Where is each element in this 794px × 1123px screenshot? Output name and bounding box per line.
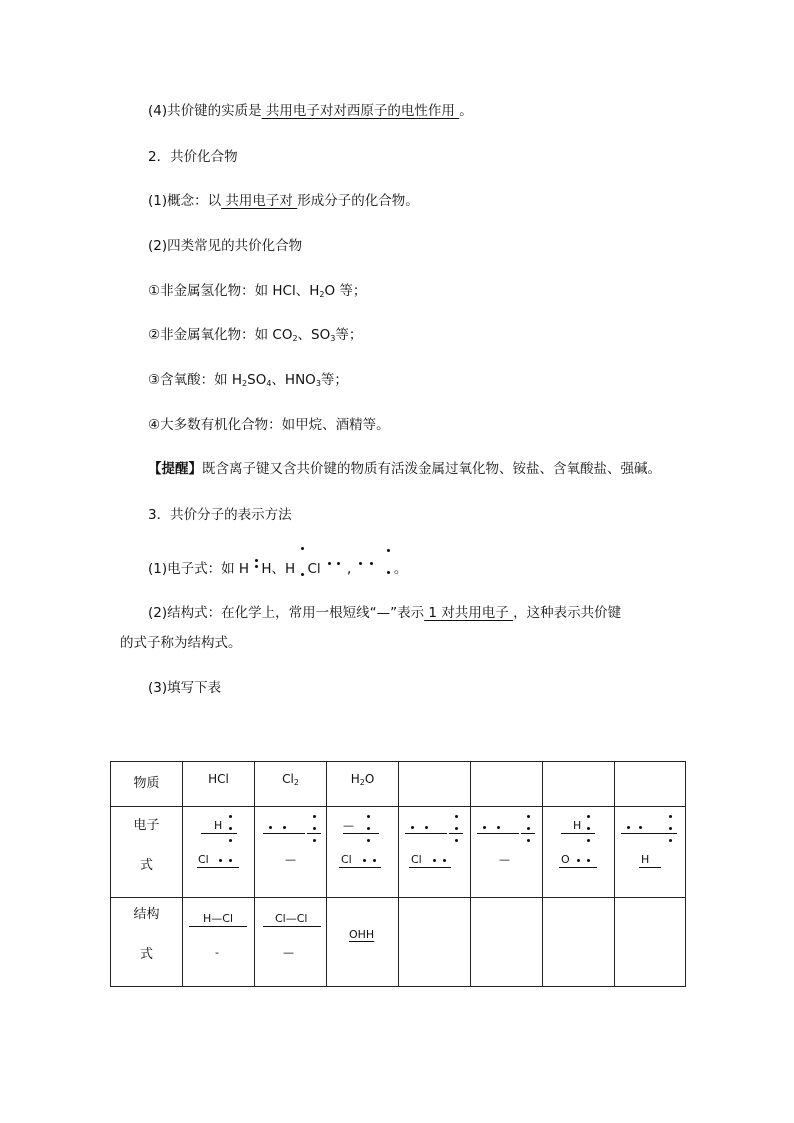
dot <box>527 815 530 818</box>
underline <box>621 833 663 834</box>
electron-formula-prefix: (1)电子式：如 H <box>148 561 250 577</box>
substance-sub: 2 <box>359 778 365 787</box>
point-4-prefix: (4)共价键的实质是 <box>148 103 262 119</box>
substance-cell-empty <box>543 762 615 807</box>
structural-formula-answer: 1 对共用电子 <box>424 605 514 621</box>
substance-hcl <box>183 772 254 786</box>
dot <box>527 839 530 842</box>
dot <box>627 826 630 829</box>
item-3-sub-2: 4 <box>266 379 272 388</box>
vertical-dots <box>299 553 307 573</box>
atom-label: — <box>343 819 354 832</box>
structural-cell-empty <box>615 898 686 987</box>
substance-cell-empty <box>615 762 686 807</box>
dot <box>455 839 458 842</box>
dot <box>587 815 590 818</box>
structural-cell-empty <box>471 898 543 987</box>
tip-text: 既含离子键又含共价键的物质有活泼金属过氧化物、铵盐、含氧酸盐、强碱。 <box>202 461 661 477</box>
substance-name: HCl <box>208 772 229 786</box>
dot <box>370 562 373 565</box>
dot <box>359 562 362 565</box>
underline <box>477 833 519 834</box>
item-3-text-b: SO <box>247 372 267 388</box>
dot <box>587 859 590 862</box>
structural-formula-prefix: (2)结构式：在化学上，常用一根短线“—”表示 <box>148 605 425 621</box>
dot <box>337 562 340 565</box>
substance-cell-empty <box>471 762 543 807</box>
underline <box>449 833 463 834</box>
structural-formula: OHH <box>349 928 375 941</box>
dot <box>425 826 428 829</box>
atom-label: — <box>285 853 296 866</box>
item-1-text-a: ①非金属氢化物：如 HCl、H <box>148 283 320 299</box>
point-4-suffix: 。 <box>459 103 473 119</box>
underline <box>201 833 237 834</box>
section-2-1-suffix: 形成分子的化合物。 <box>297 193 419 209</box>
table-row <box>111 807 686 898</box>
item-2-line <box>148 325 362 349</box>
electron-cell <box>255 807 327 898</box>
dot <box>229 839 232 842</box>
dot <box>269 826 272 829</box>
header-cell <box>111 898 183 987</box>
atom-label: H <box>214 819 223 832</box>
point-4-answer: 共用电子对对西原子的电性作用 <box>261 103 460 119</box>
substance-cl2 <box>255 772 326 787</box>
substance-cell-empty <box>399 762 471 807</box>
substance-name: Cl <box>282 772 294 786</box>
tip-line <box>148 459 661 479</box>
table-row <box>111 898 686 987</box>
point-4-line <box>148 101 473 121</box>
electron-cell <box>543 807 615 898</box>
dot <box>497 826 500 829</box>
substance-cell <box>183 762 255 807</box>
underline <box>343 833 379 834</box>
atom-label: O <box>561 853 570 866</box>
electron-cell <box>327 807 399 898</box>
electron-cell <box>183 807 255 898</box>
dot <box>669 827 672 830</box>
structural-formula-tail: — <box>283 946 294 959</box>
substance-sub: 2 <box>293 778 299 787</box>
item-2-text-a: ②非金属氧化物：如 CO <box>148 327 293 343</box>
structural-formula-cont: 的式子称为结构式。 <box>120 635 242 651</box>
item-2-sub-1: 2 <box>292 334 298 343</box>
atom-label: H <box>641 853 650 866</box>
dot <box>313 815 316 818</box>
underline <box>307 833 321 834</box>
item-4-line: ④大多数有机化合物：如甲烷、酒精等。 <box>148 417 390 433</box>
electron-formula-mid-2: Cl <box>307 561 321 577</box>
substance-cell <box>255 762 327 807</box>
section-2-2-line: (2)四类常见的共价化合物 <box>148 238 303 254</box>
dot <box>455 827 458 830</box>
table-row <box>111 762 686 807</box>
item-3-sub-3: 3 <box>315 379 321 388</box>
dot <box>229 815 232 818</box>
dot <box>587 827 590 830</box>
underline <box>339 867 381 868</box>
dot <box>669 839 672 842</box>
underline <box>263 926 321 927</box>
structural-formula: Cl—Cl <box>275 912 308 925</box>
atom-label: H <box>573 819 582 832</box>
vertical-dots <box>384 553 394 573</box>
substance-name: H <box>350 772 360 786</box>
dot <box>387 571 390 574</box>
dot <box>367 815 370 818</box>
dot <box>639 826 642 829</box>
dot <box>229 859 232 862</box>
row-header-electron: 电子 <box>133 818 160 833</box>
underline <box>409 867 451 868</box>
electron-cell <box>471 807 543 898</box>
dot <box>313 827 316 830</box>
substance-tail: O <box>364 772 375 786</box>
item-3-sub-1: 2 <box>242 379 248 388</box>
electron-formula-mid-1: H、H <box>261 561 296 577</box>
item-1-text-b: O 等； <box>324 283 367 299</box>
item-2-sub-2: 3 <box>330 334 336 343</box>
dot <box>433 859 436 862</box>
dot <box>255 559 258 562</box>
row-header-electron-suffix: 式 <box>139 858 153 873</box>
underline <box>189 926 247 927</box>
underline <box>561 833 595 834</box>
structural-cell <box>255 898 327 987</box>
dot <box>229 827 232 830</box>
row-header-structural: 结构 <box>133 907 160 922</box>
dot <box>483 826 486 829</box>
item-2-text-b: 、SO <box>297 327 331 343</box>
dot <box>455 815 458 818</box>
tip-label: 【提醒】 <box>148 461 202 477</box>
underline <box>263 833 305 834</box>
dot <box>313 839 316 842</box>
dot <box>587 839 590 842</box>
item-1-sub: 2 <box>319 290 325 299</box>
dot <box>411 826 414 829</box>
formula-table <box>110 761 686 987</box>
underline <box>559 867 597 868</box>
electron-cell <box>399 807 471 898</box>
item-1-line <box>148 281 366 305</box>
dot <box>367 839 370 842</box>
electron-cell <box>615 807 686 898</box>
dot <box>255 565 258 568</box>
substance-cell <box>327 762 399 807</box>
item-3-text-a: ③含氧酸：如 H <box>148 372 243 388</box>
underline <box>405 833 447 834</box>
atom-label: Cl <box>411 853 422 866</box>
item-3-text-d: 等； <box>320 372 348 388</box>
electron-formula-line: (1)电子式：如 H H、H Cl , 。 <box>148 553 407 579</box>
structural-formula: H—Cl <box>203 912 234 925</box>
dot <box>373 859 376 862</box>
structural-cell-empty <box>399 898 471 987</box>
substance-h2o <box>327 772 398 787</box>
underline <box>521 833 535 834</box>
underline <box>663 833 677 834</box>
structural-cell-empty <box>543 898 615 987</box>
structural-formula-line <box>148 603 621 623</box>
dot <box>219 859 222 862</box>
structural-cell <box>327 898 399 987</box>
section-2-1-prefix: (1)概念：以 <box>148 193 222 209</box>
dot <box>577 859 580 862</box>
section-3-heading: 3．共价分子的表示方法 <box>148 507 292 523</box>
dot <box>669 815 672 818</box>
pair-dots <box>325 553 347 573</box>
header-cell <box>111 807 183 898</box>
dot <box>301 547 304 550</box>
atom-label: — <box>499 853 510 866</box>
underline <box>197 867 239 868</box>
pair-dots <box>356 553 380 573</box>
atom-label: Cl <box>198 853 209 866</box>
electron-formula-suffix: 。 <box>393 561 408 577</box>
item-3-text-c: 、HNO <box>271 372 316 388</box>
row-header-substance: 物质 <box>133 776 160 791</box>
structural-formula-tail: - <box>215 946 219 959</box>
dot <box>387 549 390 552</box>
colon-dots <box>253 553 261 573</box>
section-2-heading: 2．共价化合物 <box>148 149 238 165</box>
dot <box>443 859 446 862</box>
underline <box>639 867 661 868</box>
structural-cell <box>183 898 255 987</box>
dot <box>363 859 366 862</box>
structural-formula-suffix: ，这种表示共价键 <box>513 605 622 621</box>
section-2-1-line <box>148 191 419 211</box>
atom-label: Cl <box>341 853 352 866</box>
item-2-text-c: 等； <box>335 327 363 343</box>
row-header-structural-suffix: 式 <box>139 947 153 962</box>
section-3-3-line: (3)填写下表 <box>148 680 222 696</box>
dot <box>283 826 286 829</box>
dot <box>527 827 530 830</box>
dot <box>328 562 331 565</box>
header-cell <box>111 762 183 807</box>
item-3-line <box>148 370 348 394</box>
section-2-1-answer: 共用电子对 <box>221 193 298 209</box>
dot <box>301 573 304 576</box>
dot <box>367 827 370 830</box>
